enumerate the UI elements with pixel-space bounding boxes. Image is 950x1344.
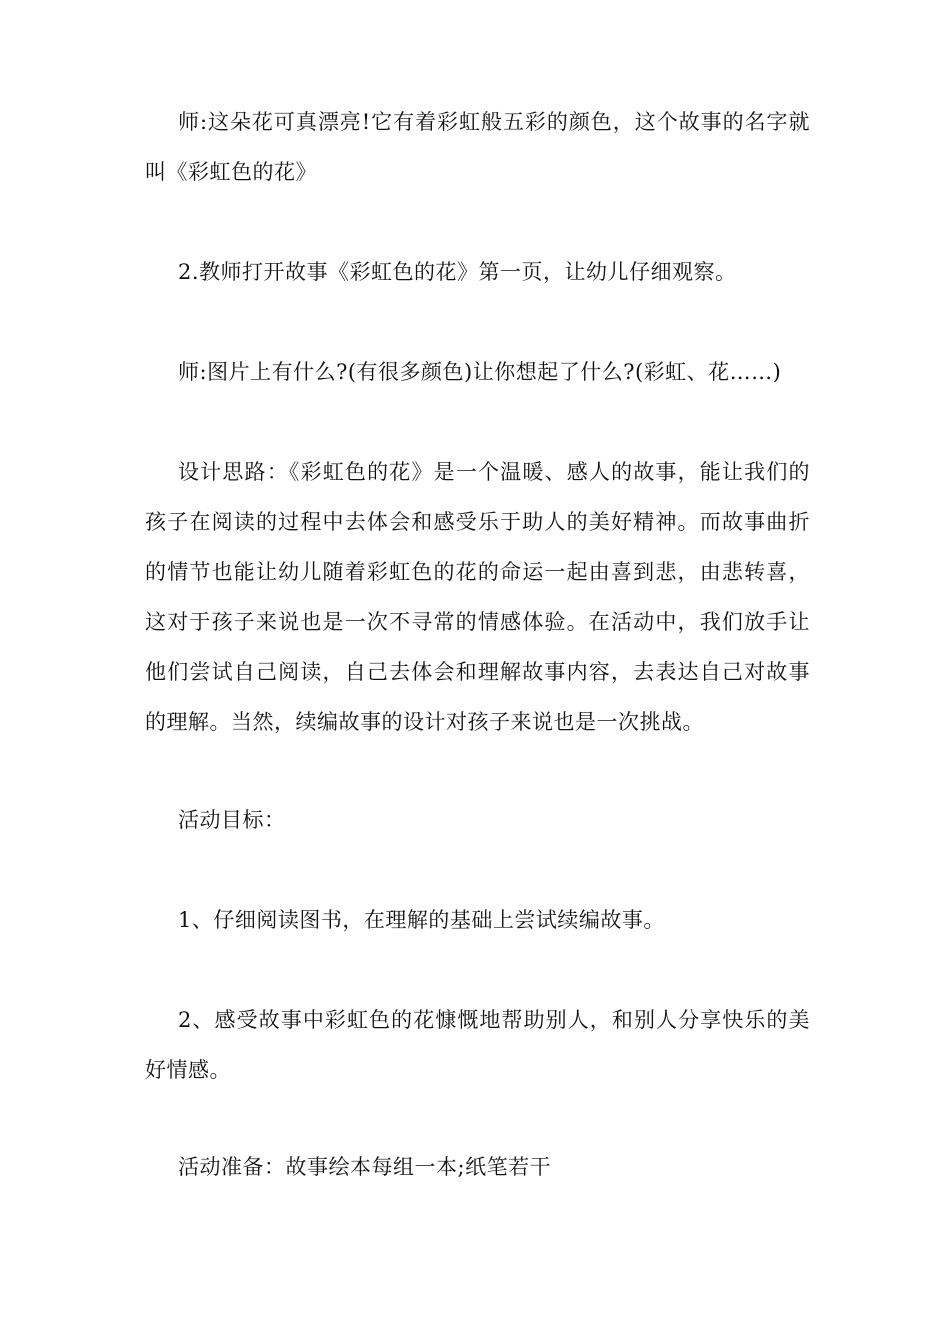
heading-activity-goals: 活动目标：: [178, 808, 286, 832]
paragraph-design-idea: 设计思路：《彩虹色的花》是一个温暖、感人的故事，能让我们的孩子在阅读的过程中去体会和感受乐于助人的美好精神。而故事曲折的情节也能让幼儿随着彩虹色的花的命运一起由喜到悲，由悲转喜，这对于孩子来说也是一次不寻常的情感体验。在活动中，我们放手让他们尝试自己阅读，自己去体会和理解故事内容，去表达自己对故事的理解。当然，续编故事的设计对孩子来说也是一次挑战。: [145, 460, 810, 734]
paragraph-teacher-question: 师:图片上有什么?(有很多颜色)让你想起了什么?(彩虹、花……): [178, 360, 782, 384]
paragraph-step-2: 2.教师打开故事《彩虹色的花》第一页，让幼儿仔细观察。: [178, 260, 737, 284]
paragraph-goal-1: 1、仔细阅读图书，在理解的基础上尝试续编故事。: [178, 908, 665, 932]
paragraph-activity-prep: 活动准备：故事绘本每组一本;纸笔若干: [178, 1155, 552, 1179]
paragraph-goal-2: 2、感受故事中彩虹色的花慷慨地帮助别人，和别人分享快乐的美好情感。: [145, 1008, 810, 1082]
paragraph-teacher-intro: 师:这朵花可真漂亮!它有着彩虹般五彩的颜色，这个故事的名字就叫《彩虹色的花》: [145, 110, 810, 184]
